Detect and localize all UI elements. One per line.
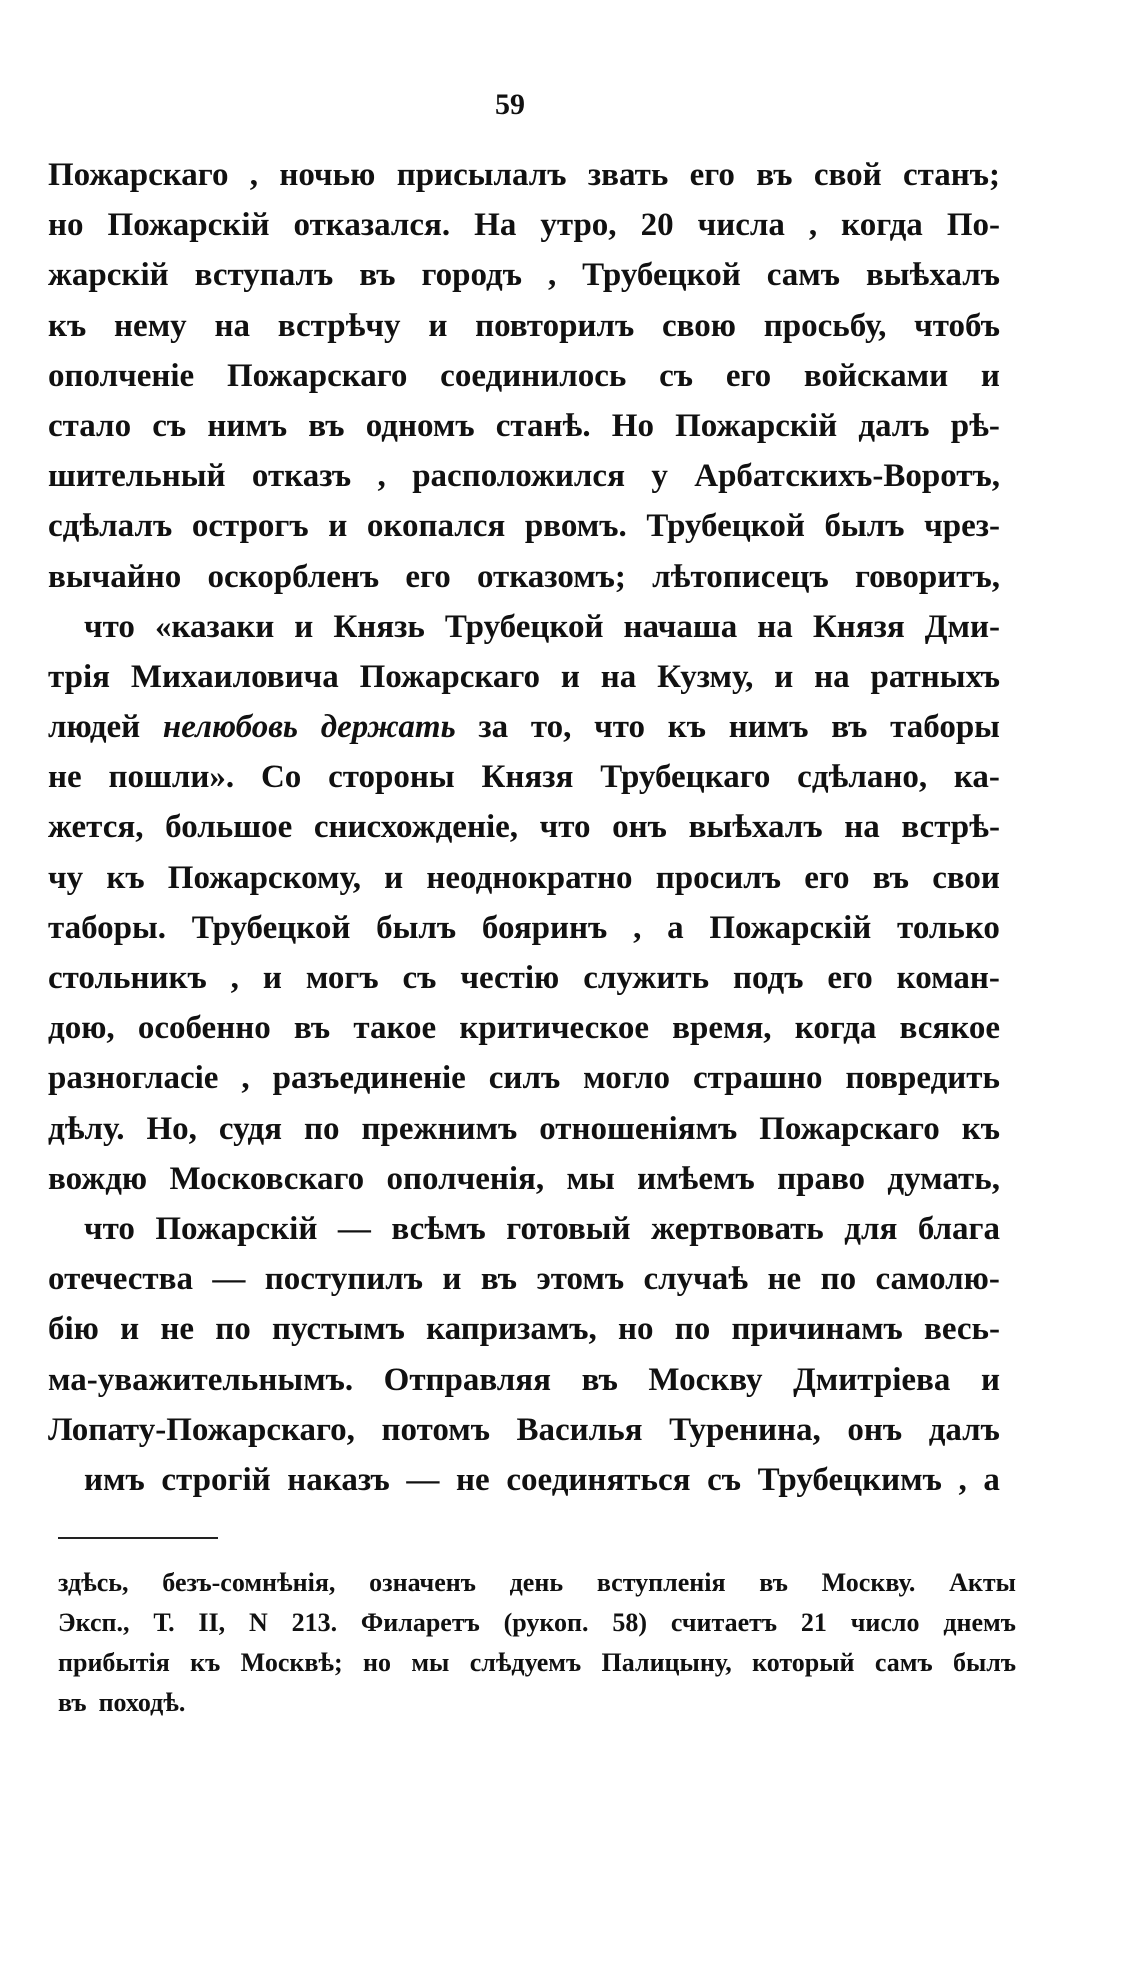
- footnote-block: [58, 1563, 1016, 1723]
- text-line: шительный отказъ , расположился у Арбатскихъ-Воротъ,: [48, 458, 1000, 495]
- text-line: вычайно оскорбленъ его отказомъ; лѣтописецъ говоритъ,: [48, 558, 1000, 595]
- text-line: жарскій вступалъ въ городъ , Трубецкой самъ выѣхалъ: [48, 257, 1000, 294]
- footnote-line: Эксп., Т. II, N 213. Филаретъ (рукоп. 58) считаетъ 21 число днемъ: [58, 1608, 1016, 1637]
- text-line: ополченіе Пожарскаго соединилось съ его войсками и: [48, 357, 1000, 394]
- text-line: вождю Московскаго ополченія, мы имѣемъ право думать,: [48, 1160, 1000, 1197]
- footnote-line: въ походѣ.: [58, 1688, 186, 1717]
- footnote-line: здѣсь, безъ-сомнѣнія, означенъ день вступленія въ Москву. Акты: [58, 1568, 1016, 1597]
- footnote-line: прибытія къ Москвѣ; но мы слѣдуемъ Палицыну, который самъ былъ: [58, 1648, 1016, 1677]
- text-line: Лопату-Пожарскаго, потомъ Василья Туренина, онъ далъ: [48, 1411, 1000, 1448]
- text-line: стало съ нимъ въ одномъ станѣ. Но Пожарскій далъ рѣ-: [48, 407, 1000, 444]
- main-text: [48, 150, 1000, 1505]
- text-line: жется, большое снисхожденіе, что онъ выѣхалъ на встрѣ-: [48, 809, 1000, 846]
- footnote-divider: [58, 1537, 218, 1539]
- text-line: что Пожарскій — всѣмъ готовый жертвовать для блага: [84, 1210, 1000, 1247]
- text-line: таборы. Трубецкой былъ бояринъ , а Пожарскій только: [48, 909, 1000, 946]
- text-line: людей нелюбовь держать за то, что къ нимъ въ таборы: [48, 709, 1000, 746]
- text-line: отечества — поступилъ и въ этомъ случаѣ не по самолю-: [48, 1261, 1000, 1298]
- text-line: разногласіе , разъединеніе силъ могло страшно повредить: [48, 1060, 1000, 1097]
- text-line: стольникъ , и могъ съ честію служить подъ его коман-: [48, 960, 1000, 996]
- text-line: но Пожарскій отказался. На утро, 20 числа , когда По-: [48, 207, 1000, 244]
- text-line: не пошли». Со стороны Князя Трубецкаго сдѣлано, ка-: [48, 759, 1000, 796]
- text-line: сдѣлалъ острогъ и окопался рвомъ. Трубецкой былъ чрез-: [48, 508, 1000, 545]
- text-line: имъ строгій наказъ — не соединяться съ Трубецкимъ , а: [84, 1461, 1000, 1498]
- text-line: трія Михаиловича Пожарскаго и на Кузму, и на ратныхъ: [48, 658, 1000, 695]
- text-line: къ нему на встрѣчу и повторилъ свою просьбу, чтобъ: [48, 307, 1000, 344]
- text-line: Пожарскаго , ночью присылалъ звать его въ свой станъ;: [48, 157, 1000, 193]
- text-line: что «казаки и Князь Трубецкой начаша на Князя Дми-: [84, 608, 1000, 645]
- text-line: ма-уважительнымъ. Отправляя въ Москву Дмитріева и: [48, 1361, 1000, 1398]
- text-line: чу къ Пожарскому, и неоднократно просилъ его въ свои: [48, 859, 1000, 896]
- text-line: дѣлу. Но, судя по прежнимъ отношеніямъ Пожарскаго къ: [48, 1110, 1000, 1147]
- text-line: бію и не по пустымъ капризамъ, но по причинамъ весь-: [48, 1311, 1000, 1348]
- page-number: 59: [495, 88, 525, 121]
- text-line: дою, особенно въ такое критическое время, когда всякое: [48, 1010, 1000, 1047]
